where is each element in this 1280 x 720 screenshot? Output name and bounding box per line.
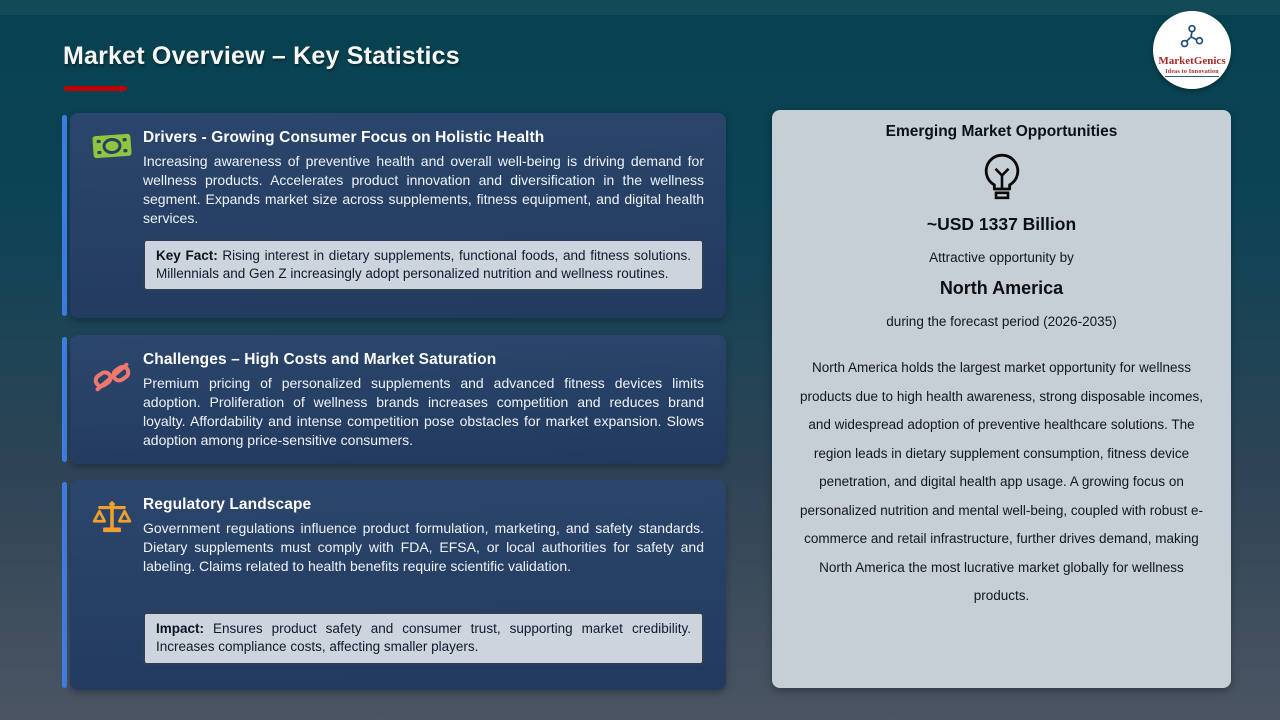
logo	[1153, 11, 1231, 89]
card-drivers	[62, 113, 726, 318]
title-underline	[64, 86, 127, 91]
banknote-icon	[89, 131, 135, 166]
key-fact-label: Key Fact:	[156, 247, 218, 263]
card-regulatory-title: Regulatory Landscape	[143, 496, 312, 513]
card-challenges-title: Challenges – High Costs and Market Saturation	[143, 351, 497, 368]
page-title: Market Overview – Key Statistics	[63, 42, 460, 70]
broken-link-icon	[89, 357, 135, 402]
scales-icon	[89, 498, 135, 541]
card-regulatory-body: Government regulations influence product formulation, marketing, and safety standards. Dietary supplements must comply with FDA, EFSA, or local authorities for safety and labeling. Claims related to health benefits require scientific validation.	[143, 520, 704, 574]
logo-tagline: Ideas to Innovation	[1165, 68, 1219, 75]
card-accent-stripe	[62, 115, 67, 316]
opportunity-panel	[772, 110, 1231, 688]
key-fact-box	[143, 239, 704, 292]
key-fact-text: Rising interest in dietary supplements, functional foods, and fitness solutions. Millennials and Gen Z increasingly adopt personalized nutrition and wellness routines.	[156, 247, 691, 281]
lightbulb-icon	[788, 153, 1215, 206]
top-band	[0, 0, 1280, 15]
card-regulatory	[62, 480, 726, 690]
card-drivers-title: Drivers - Growing Consumer Focus on Holistic Health	[143, 129, 545, 146]
impact-text: Ensures product safety and consumer trust, supporting market credibility. Increases compliance costs, affecting smaller players.	[156, 620, 691, 654]
molecule-icon	[1179, 24, 1205, 55]
card-challenges	[62, 335, 726, 464]
logo-name: MarketGenics	[1158, 54, 1226, 67]
card-challenges-body: Premium pricing of personalized supplements and advanced fitness devices limits adoption. Proliferation of wellness brands increases competition and reduces brand loyalty. Affordability and intense competition pose obstacles for market expansion. Slows adoption among price-sensitive consumers.	[143, 375, 704, 448]
impact-label: Impact:	[156, 620, 205, 636]
forecast-period: during the forecast period (2026-2035)	[886, 314, 1117, 329]
opportunity-region: North America	[939, 278, 1064, 298]
opportunity-description: North America holds the largest market opportunity for wellness products due to high health awareness, strong disposable incomes, and widespread adoption of preventive healthcare solutions. The region leads in dietary supplement consumption, fitness device penetration, and digital health app usage. A growing focus on personalized nutrition and mental well-being, coupled with robust e-commerce and retail infrastructure, further drives demand, making North America the most lucrative market globally for wellness products.	[800, 360, 1203, 603]
opportunity-subtitle: Attractive opportunity by	[929, 250, 1074, 265]
market-value: ~USD 1337 Billion	[926, 214, 1077, 234]
card-accent-stripe	[62, 482, 67, 688]
card-accent-stripe	[62, 337, 67, 462]
opportunity-panel-title: Emerging Market Opportunities	[885, 123, 1118, 140]
impact-box	[143, 612, 704, 665]
card-drivers-body: Increasing awareness of preventive health and overall well-being is driving demand for wellness products. Accelerates product innovation and diversification in the wellness segment. Expands market size across supplements, fitness equipment, and digital health services.	[143, 153, 704, 226]
